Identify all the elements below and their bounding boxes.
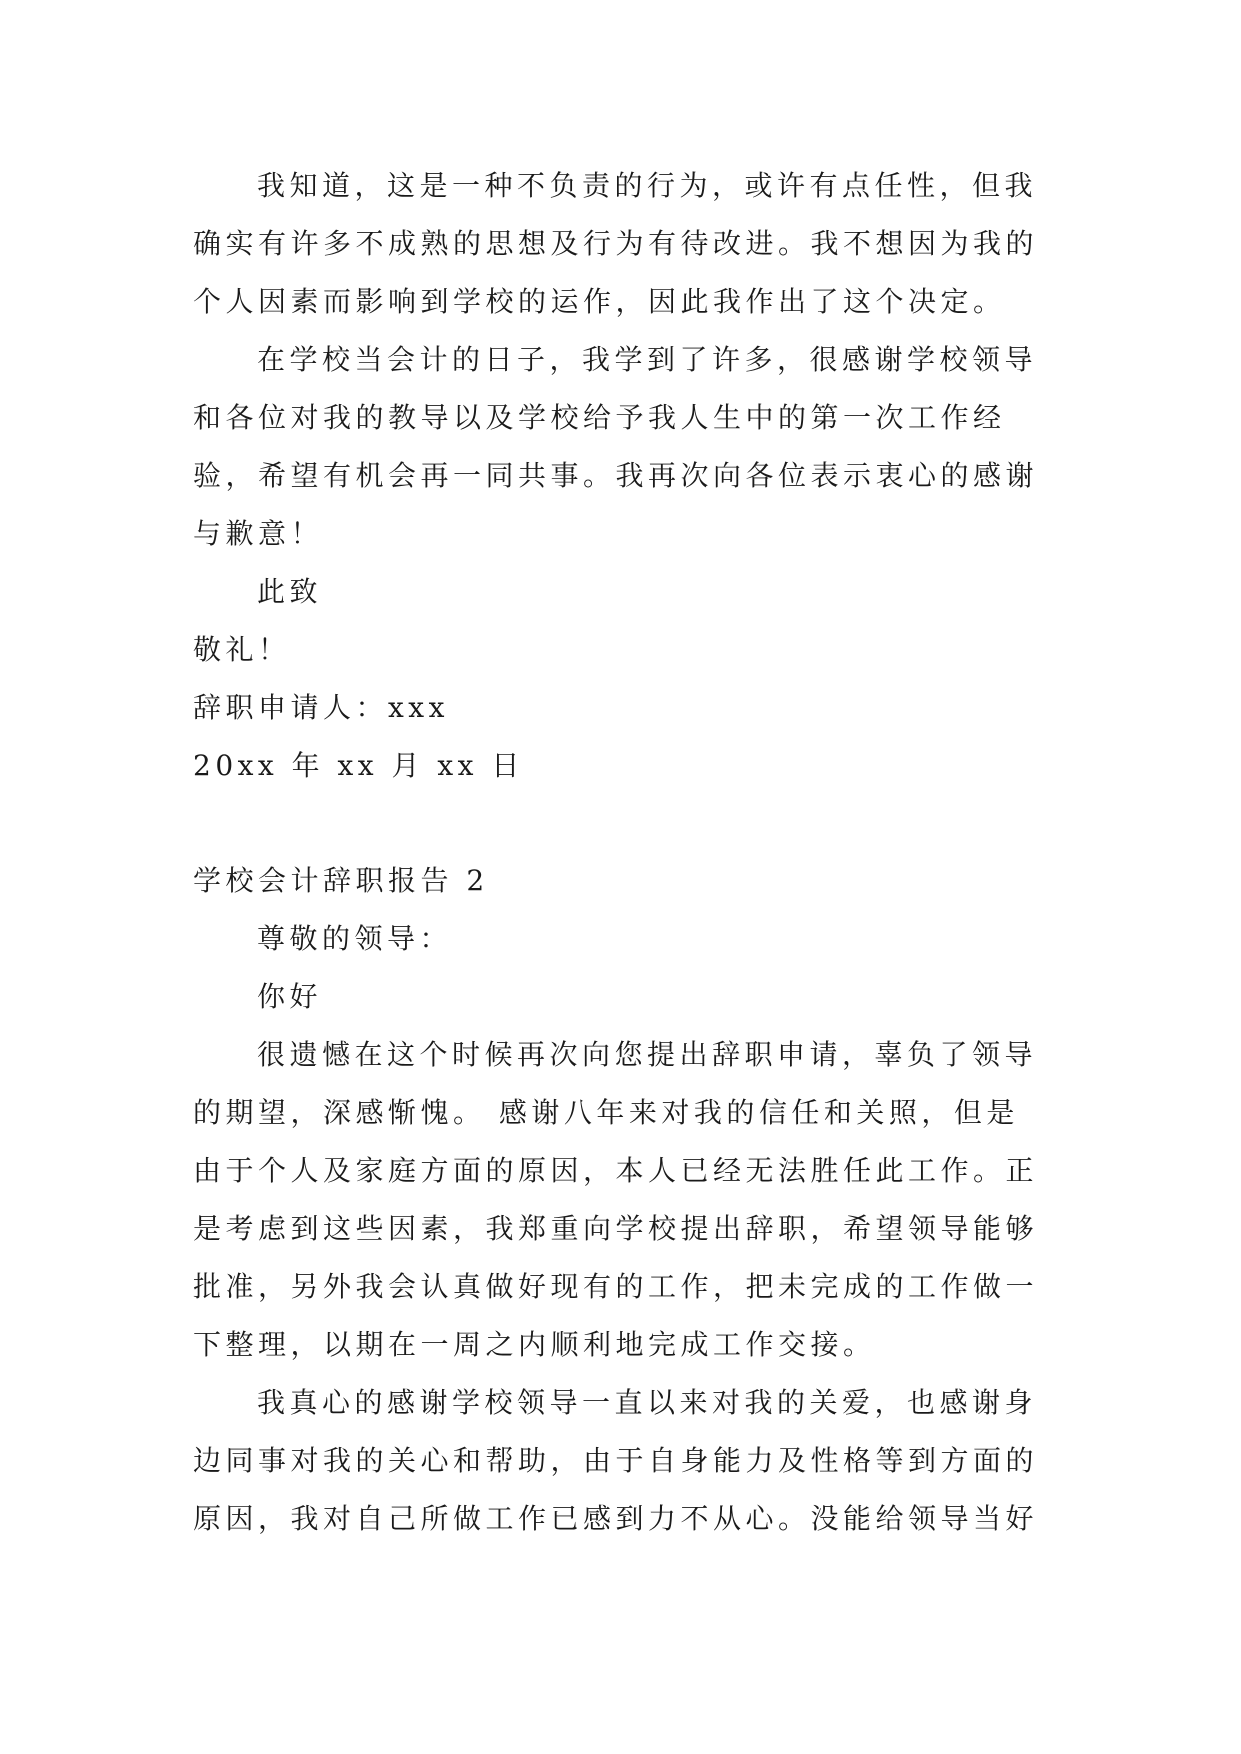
applicant-signature: 辞职申请人：xxx bbox=[193, 691, 449, 724]
text-line: 原因，我对自己所做工作已感到力不从心。没能给领导当好 bbox=[193, 1502, 1039, 1535]
text-line: 验，希望有机会再一同共事。我再次向各位表示衷心的感谢 bbox=[193, 459, 1039, 492]
text-line: 和各位对我的教导以及学校给予我人生中的第一次工作经 bbox=[193, 401, 1006, 434]
text-line: 在学校当会计的日子，我学到了许多，很感谢学校领导 bbox=[257, 343, 1038, 376]
text-line: 是考虑到这些因素，我郑重向学校提出辞职，希望领导能够 bbox=[193, 1212, 1039, 1245]
section-title bbox=[193, 852, 1053, 910]
closing-block bbox=[193, 563, 1053, 795]
hello-text: 你好 bbox=[257, 980, 323, 1013]
text-line: 我知道，这是一种不负责的行为，或许有点任性，但我 bbox=[257, 169, 1038, 202]
closing-text: 此致 bbox=[257, 575, 323, 608]
text-line: 与歉意！ bbox=[193, 517, 324, 550]
date-text: 20xx 年 xx 月 xx 日 bbox=[193, 749, 524, 782]
text-line: 很遗憾在这个时候再次向您提出辞职申请，辜负了领导 bbox=[257, 1038, 1038, 1071]
text-line: 确实有许多不成熟的思想及行为有待改进。我不想因为我的 bbox=[193, 227, 1039, 260]
greeting-block bbox=[193, 910, 1053, 1026]
report-title: 学校会计辞职报告 2 bbox=[193, 864, 489, 897]
text-line: 个人因素而影响到学校的运作，因此我作出了这个决定。 bbox=[193, 285, 1006, 318]
paragraph-thanks bbox=[193, 331, 1053, 563]
paragraph-gratitude bbox=[193, 1374, 1053, 1548]
text-line: 我真心的感谢学校领导一直以来对我的关爱，也感谢身 bbox=[257, 1386, 1038, 1419]
salute-text: 敬礼！ bbox=[193, 633, 291, 666]
paragraph-decision bbox=[193, 157, 1053, 331]
text-line: 的期望，深感惭愧。 感谢八年来对我的信任和关照，但是 bbox=[193, 1096, 1019, 1129]
text-line: 由于个人及家庭方面的原因，本人已经无法胜任此工作。正 bbox=[193, 1154, 1039, 1187]
paragraph-resignation bbox=[193, 1026, 1053, 1374]
greeting-text: 尊敬的领导： bbox=[257, 922, 453, 955]
text-line: 下整理，以期在一周之内顺利地完成工作交接。 bbox=[193, 1328, 876, 1361]
text-line: 批准，另外我会认真做好现有的工作，把未完成的工作做一 bbox=[193, 1270, 1039, 1303]
text-line: 边同事对我的关心和帮助，由于自身能力及性格等到方面的 bbox=[193, 1444, 1039, 1477]
